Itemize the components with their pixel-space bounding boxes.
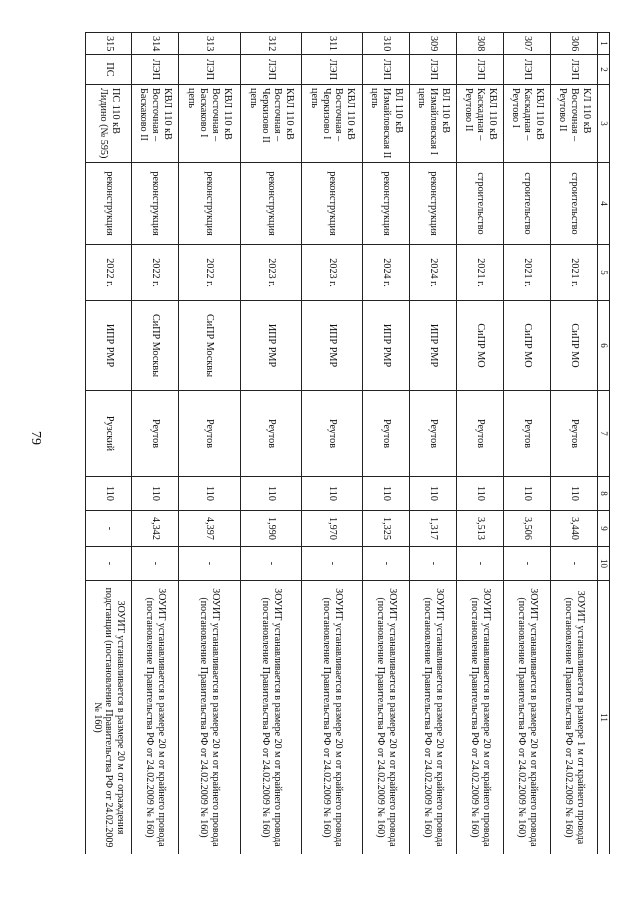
cell-municipality: Реутов <box>551 391 598 477</box>
cell-year: 2023 г. <box>240 245 301 301</box>
cell-municipality: Реутов <box>410 391 457 477</box>
cell-municipality: Реутов <box>301 391 362 477</box>
table-row <box>179 33 240 855</box>
cell-object-name: ВЛ 110 кВ Измайловская II цепь <box>363 85 410 163</box>
cell-program: ИПР РМР <box>240 301 301 391</box>
cell-zone-note: ЗОУИТ устанавливается в размере 20 м от крайнего провода (постановление Правительства РФ от 24.02.2009 № 160) <box>410 581 457 855</box>
cell-col10: - <box>301 547 362 581</box>
cell-object-type: ЛЭП <box>132 55 179 85</box>
cell-program: ИПР РМР <box>410 301 457 391</box>
cell-program: ИПР РМР <box>363 301 410 391</box>
cell-program: СиПР Москвы <box>132 301 179 391</box>
page-number: 79 <box>28 431 43 445</box>
cell-zone-note: ЗОУИТ устанавливается в размере 1 м от крайнего провода (постановление Правительства РФ от 24.02.2009 № 160) <box>551 581 598 855</box>
cell-col10: - <box>504 547 551 581</box>
col-header-8: 8 <box>598 477 610 511</box>
table-row <box>457 33 504 855</box>
cell-row-number: 312 <box>240 33 301 55</box>
cell-zone-note: ЗОУИТ устанавливается в размере 20 м от крайнего провода (постановление Правительства РФ от 24.02.2009 № 160) <box>179 581 240 855</box>
cell-voltage: 110 <box>179 477 240 511</box>
table-row <box>504 33 551 855</box>
cell-program: СиПР Москвы <box>179 301 240 391</box>
cell-length: - <box>86 511 132 547</box>
cell-year: 2024 г. <box>410 245 457 301</box>
cell-program: ИПР РМР <box>86 301 132 391</box>
cell-voltage: 110 <box>301 477 362 511</box>
cell-row-number: 308 <box>457 33 504 55</box>
cell-object-type: ПС <box>86 55 132 85</box>
cell-work-type: реконструкция <box>301 163 362 245</box>
cell-object-name: КВЛ 110 кВ Восточная – Баскаково II <box>132 85 179 163</box>
cell-object-type: ЛЭП <box>240 55 301 85</box>
cell-length: 1,325 <box>363 511 410 547</box>
cell-voltage: 110 <box>410 477 457 511</box>
col-header-1: 1 <box>598 33 610 55</box>
cell-row-number: 309 <box>410 33 457 55</box>
objects-table <box>85 32 610 854</box>
table-row <box>240 33 301 855</box>
rotated-table-container <box>85 32 610 854</box>
cell-object-type: ЛЭП <box>301 55 362 85</box>
cell-work-type: реконструкция <box>410 163 457 245</box>
cell-work-type: реконструкция <box>132 163 179 245</box>
cell-program: СиПР МО <box>551 301 598 391</box>
cell-year: 2021 г. <box>457 245 504 301</box>
cell-year: 2021 г. <box>504 245 551 301</box>
header-row <box>598 33 610 855</box>
cell-work-type: реконструкция <box>86 163 132 245</box>
table-row <box>363 33 410 855</box>
cell-object-name: КВЛ 110 кВ Восточная – Черкизово I цепь <box>301 85 362 163</box>
col-header-9: 9 <box>598 511 610 547</box>
cell-program: СиПР МО <box>457 301 504 391</box>
cell-program: СиПР МО <box>504 301 551 391</box>
table-row <box>551 33 598 855</box>
cell-object-type: ЛЭП <box>457 55 504 85</box>
cell-municipality: Реутов <box>457 391 504 477</box>
cell-zone-note: ЗОУИТ устанавливается в размере 20 м от крайнего провода (постановление Правительства РФ от 24.02.2009 № 160) <box>504 581 551 855</box>
cell-year: 2022 г. <box>86 245 132 301</box>
cell-zone-note: ЗОУИТ устанавливается в размере 20 м от крайнего провода (постановление Правительства РФ от 24.02.2009 № 160) <box>132 581 179 855</box>
cell-municipality: Реутов <box>240 391 301 477</box>
cell-length: 1,970 <box>301 511 362 547</box>
cell-work-type: строительство <box>504 163 551 245</box>
cell-col10: - <box>132 547 179 581</box>
cell-municipality: Реутов <box>504 391 551 477</box>
cell-object-name: КВЛ 110 кВ Каскадная – Реутово II <box>457 85 504 163</box>
table-row <box>132 33 179 855</box>
cell-object-type: ЛЭП <box>179 55 240 85</box>
cell-work-type: реконструкция <box>179 163 240 245</box>
cell-zone-note: ЗОУИТ устанавливается в размере 20 м от крайнего провода (постановление Правительства РФ от 24.02.2009 № 160) <box>240 581 301 855</box>
cell-year: 2022 г. <box>179 245 240 301</box>
cell-year: 2022 г. <box>132 245 179 301</box>
cell-row-number: 311 <box>301 33 362 55</box>
cell-voltage: 110 <box>504 477 551 511</box>
cell-row-number: 306 <box>551 33 598 55</box>
cell-zone-note: ЗОУИТ устанавливается в размере 20 м от крайнего провода (постановление Правительства РФ от 24.02.2009 № 160) <box>457 581 504 855</box>
cell-col10: - <box>457 547 504 581</box>
table-row <box>301 33 362 855</box>
col-header-4: 4 <box>598 163 610 245</box>
cell-row-number: 315 <box>86 33 132 55</box>
cell-row-number: 314 <box>132 33 179 55</box>
cell-object-name: КВЛ 110 кВ Восточная – Черкизово II цепь <box>240 85 301 163</box>
cell-work-type: реконструкция <box>240 163 301 245</box>
cell-length: 4,397 <box>179 511 240 547</box>
cell-length: 4,342 <box>132 511 179 547</box>
cell-object-name: КВЛ 110 кВ Восточная – Баскаково I цепь <box>179 85 240 163</box>
cell-object-type: ЛЭП <box>551 55 598 85</box>
cell-object-name: КВЛ 110 кВ Каскадная – Реутово I <box>504 85 551 163</box>
cell-col10: - <box>363 547 410 581</box>
cell-work-type: строительство <box>457 163 504 245</box>
table-row <box>86 33 132 855</box>
cell-row-number: 307 <box>504 33 551 55</box>
cell-program: ИПР РМР <box>301 301 362 391</box>
cell-object-name: ПС 110 кВ Лидино (№ 595) <box>86 85 132 163</box>
cell-voltage: 110 <box>363 477 410 511</box>
cell-object-name: КЛ 110 кВ Восточная – Реутово II <box>551 85 598 163</box>
cell-voltage: 110 <box>457 477 504 511</box>
cell-year: 2023 г. <box>301 245 362 301</box>
col-header-10: 10 <box>598 547 610 581</box>
cell-zone-note: ЗОУИТ устанавливается в размере 20 м от крайнего провода (постановление Правительства РФ от 24.02.2009 № 160) <box>301 581 362 855</box>
cell-object-type: ЛЭП <box>504 55 551 85</box>
cell-row-number: 310 <box>363 33 410 55</box>
cell-length: 1,990 <box>240 511 301 547</box>
cell-municipality: Реутов <box>132 391 179 477</box>
cell-work-type: строительство <box>551 163 598 245</box>
col-header-2: 2 <box>598 55 610 85</box>
cell-length: 3,440 <box>551 511 598 547</box>
cell-length: 3,513 <box>457 511 504 547</box>
table-area <box>85 32 610 854</box>
cell-col10: - <box>240 547 301 581</box>
cell-work-type: реконструкция <box>363 163 410 245</box>
cell-col10: - <box>86 547 132 581</box>
cell-col10: - <box>179 547 240 581</box>
cell-year: 2024 г. <box>363 245 410 301</box>
cell-col10: - <box>410 547 457 581</box>
col-header-11: 11 <box>598 581 610 855</box>
cell-voltage: 110 <box>86 477 132 511</box>
cell-voltage: 110 <box>551 477 598 511</box>
col-header-5: 5 <box>598 245 610 301</box>
cell-row-number: 313 <box>179 33 240 55</box>
col-header-3: 3 <box>598 85 610 163</box>
cell-length: 1,317 <box>410 511 457 547</box>
table-body <box>86 33 598 855</box>
cell-object-name: ВЛ 110 кВ Измайловская I цепь <box>410 85 457 163</box>
cell-municipality: Реутов <box>363 391 410 477</box>
cell-voltage: 110 <box>132 477 179 511</box>
cell-zone-note: ЗОУИТ устанавливается в размере 20 м от крайнего провода (постановление Правительства РФ от 24.02.2009 № 160) <box>363 581 410 855</box>
col-header-6: 6 <box>598 301 610 391</box>
cell-year: 2021 г. <box>551 245 598 301</box>
cell-col10: - <box>551 547 598 581</box>
cell-zone-note: ЗОУИТ устанавливается в размере 20 м от ограждения подстанции (постановление Правительства РФ от 24.02.2009 № 160) <box>86 581 132 855</box>
cell-municipality: Реутов <box>179 391 240 477</box>
cell-object-type: ЛЭП <box>410 55 457 85</box>
cell-length: 3,506 <box>504 511 551 547</box>
cell-object-type: ЛЭП <box>363 55 410 85</box>
cell-voltage: 110 <box>240 477 301 511</box>
col-header-7: 7 <box>598 391 610 477</box>
cell-municipality: Рузский <box>86 391 132 477</box>
table-row <box>410 33 457 855</box>
